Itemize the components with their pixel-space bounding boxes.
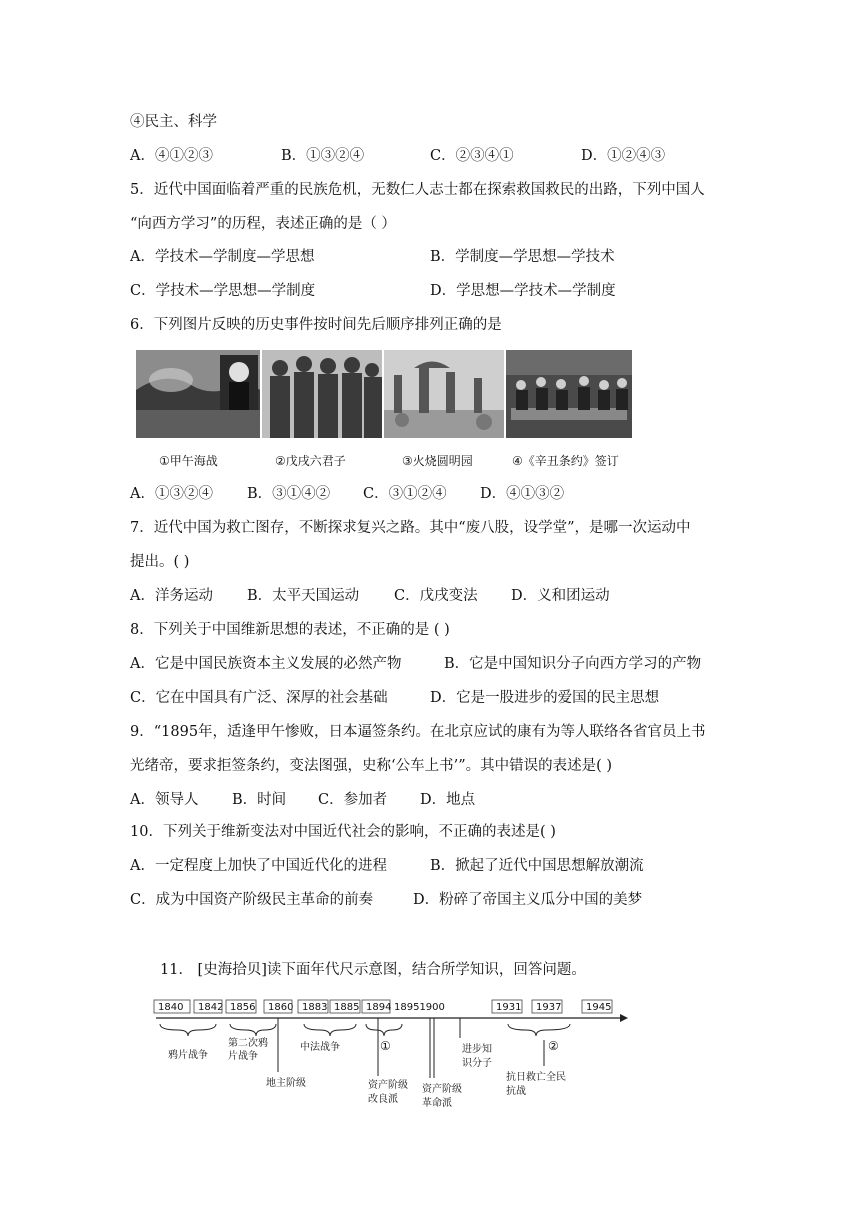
q6-caption-1: ①甲午海战: [159, 454, 218, 468]
q6-photo-strip: [136, 350, 632, 440]
q10-option-d: D．粉碎了帝国主义瓜分中国的美梦: [413, 892, 643, 908]
q9-option-a: A．领导人: [130, 792, 199, 808]
photo-six-gentlemen: [262, 350, 382, 438]
year-1860: 1860: [268, 1002, 294, 1013]
q6-option-c: C．③①②④: [363, 486, 447, 502]
q5-option-a: A．学技术—学制度—学思想: [130, 249, 315, 265]
year-1894: 1894: [366, 1002, 392, 1013]
q8-stem: 8．下列关于中国维新思想的表述，不正确的是 ( ): [130, 622, 450, 638]
q6-option-a: A．①③②④: [130, 486, 213, 502]
q9-option-c: C．参加者: [318, 792, 388, 808]
label-landlord-class: 地主阶级: [266, 1078, 306, 1089]
label-sino-french-war: 中法战争: [300, 1042, 340, 1053]
q6-caption-2: ②戊戌六君子: [275, 454, 346, 468]
q9-option-d: D．地点: [420, 792, 476, 808]
photo-boxer-protocol-signing: [506, 350, 632, 438]
q10-option-a: A．一定程度上加快了中国近代化的进程: [130, 858, 387, 874]
q7-option-a: A．洋务运动: [130, 588, 213, 604]
q9-stem-line1: 9．“1895年，适逢甲午惨败，日本逼签条约。在北京应试的康有为等人联络各省官员上书: [130, 724, 706, 740]
q10-option-c: C．成为中国资产阶级民主革命的前奏: [130, 892, 374, 908]
label-blank-1: ①: [380, 1039, 391, 1053]
q4-option-a: A．④①②③: [130, 148, 213, 164]
label-opium-war: 鸦片战争: [168, 1050, 208, 1061]
year-1840: 1840: [158, 1002, 184, 1013]
q5-stem-line1: 5．近代中国面临着严重的民族危机，无数仁人志士都在探索救国救民的出路，下列中国人: [130, 182, 705, 198]
q7-option-d: D．义和团运动: [511, 588, 610, 604]
q6-option-b: B．③①④②: [247, 486, 331, 502]
q8-option-c: C．它在中国具有广泛、深厚的社会基础: [130, 690, 388, 706]
year-1856: 1856: [230, 1002, 256, 1013]
year-1885: 1885: [334, 1002, 360, 1013]
q6-caption-4: ④《辛丑条约》签订: [512, 454, 619, 468]
q8-option-d: D．它是一股进步的爱国的民主思想: [430, 690, 660, 706]
q4-option-b: B．①③②④: [281, 148, 365, 164]
q7-option-b: B．太平天国运动: [247, 588, 360, 604]
year-1883: 1883: [302, 1002, 328, 1013]
q4-option-c: C．②③④①: [430, 148, 514, 164]
q6-stem: 6．下列图片反映的历史事件按时间先后顺序排列正确的是: [130, 317, 502, 333]
label-intellectual-2: 识分子: [462, 1058, 492, 1069]
label-revolutionary-2: 革命派: [422, 1098, 452, 1109]
q4-option-d: D．①②④③: [581, 148, 666, 164]
label-intellectual-1: 进步知: [462, 1044, 492, 1055]
q11-stem: 11． [史海拾贝]读下面年代尺示意图，结合所学知识，回答问题。: [160, 962, 586, 978]
q10-option-b: B．掀起了近代中国思想解放潮流: [430, 858, 644, 874]
q8-option-a: A．它是中国民族资本主义发展的必然产物: [130, 656, 402, 672]
label-resistance-1: 抗日救亡全民: [506, 1072, 566, 1083]
q7-stem-line2: 提出。( ): [130, 554, 190, 570]
timeline-arrow-icon: [620, 1014, 628, 1022]
photo-old-summer-palace: [384, 350, 504, 438]
label-blank-2: ②: [548, 1039, 559, 1053]
q7-stem-line1: 7．近代中国为救亡图存，不断探求复兴之路。其中“废八股，设学堂”，是哪一次运动中: [130, 520, 691, 536]
q5-option-b: B．学制度—学思想—学技术: [430, 249, 615, 265]
year-1842: 1842: [198, 1002, 224, 1013]
q9-option-b: B．时间: [232, 792, 287, 808]
label-reformist-1: 资产阶级: [368, 1080, 408, 1091]
q6-caption-3: ③火烧圆明园: [402, 454, 473, 468]
q5-stem-line2: “向西方学习”的历程，表述正确的是（ ）: [130, 216, 396, 232]
q8-option-b: B．它是中国知识分子向西方学习的产物: [444, 656, 702, 672]
label-reformist-2: 改良派: [368, 1094, 398, 1105]
q11-timeline-chart: [150, 996, 630, 1116]
year-1895-1900: 18951900: [394, 1002, 445, 1013]
year-1931: 1931: [496, 1002, 522, 1013]
q5-option-c: C．学技术—学思想—学制度: [130, 283, 316, 299]
year-1945: 1945: [586, 1002, 612, 1013]
photo-sino-japanese-naval-battle: [136, 350, 260, 438]
q7-option-c: C．戊戌变法: [394, 588, 478, 604]
label-resistance-2: 抗战: [506, 1086, 526, 1097]
q5-option-d: D．学思想—学技术—学制度: [430, 283, 616, 299]
q4-item4: ④民主、科学: [130, 114, 217, 130]
q9-stem-line2: 光绪帝，要求拒签条约，变法图强，史称‘公车上书’”。其中错误的表述是( ): [130, 758, 613, 774]
q10-stem: 10．下列关于维新变法对中国近代社会的影响，不正确的表述是( ): [130, 824, 556, 840]
label-second-opium-war-2: 片战争: [228, 1051, 258, 1062]
label-second-opium-war-1: 第二次鸦: [228, 1038, 268, 1049]
q6-option-d: D．④①③②: [480, 486, 565, 502]
year-1937: 1937: [536, 1002, 562, 1013]
label-revolutionary-1: 资产阶级: [422, 1084, 462, 1095]
